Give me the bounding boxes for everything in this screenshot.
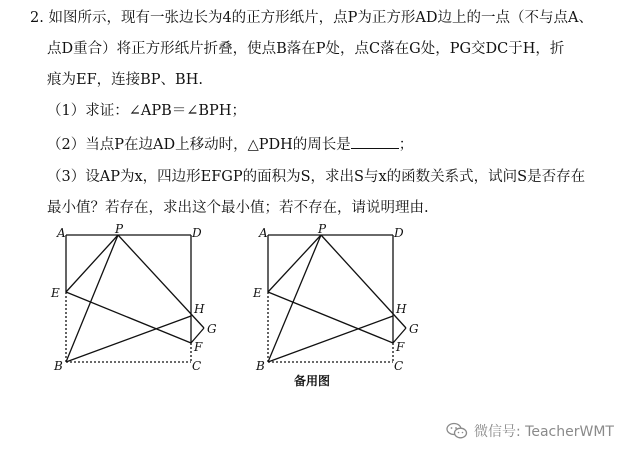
fig1-ep (66, 235, 118, 292)
fig2-bp (268, 235, 321, 362)
fig2-label-e: E (253, 286, 262, 300)
fig1-bp (66, 235, 118, 362)
watermark (446, 421, 614, 441)
fig2-label-d: D (394, 226, 404, 240)
fig2-label-a: A (259, 226, 268, 240)
problem-line-3: 痕为EF，连接BP、BH. (47, 72, 203, 88)
question-2-text: （2）当点P在边AD上移动时，△PDH的周长是 (47, 137, 351, 153)
problem-number: 2. (30, 10, 44, 26)
fig2-bh (268, 316, 393, 362)
problem-text-1: 如图所示，现有一张边长为4的正方形纸片，点P为正方形AD边上的一点（不与点A、 (48, 10, 593, 26)
fig1-label-b: B (54, 359, 63, 373)
fig1-label-f: F (194, 340, 203, 354)
wechat-icon (446, 422, 468, 440)
fig2-label-c: C (394, 359, 404, 373)
fig1-label-g: G (207, 322, 217, 336)
fig1-label-a: A (57, 226, 66, 240)
fig1-label-d: D (192, 226, 202, 240)
fig2-label-b: B (256, 359, 265, 373)
question-3-line-1: （3）设AP为x，四边形EFGP的面积为S，求出S与x的函数关系式，试问S是否存在 (47, 169, 586, 185)
question-2-end: ； (398, 137, 414, 153)
fig1-label-p: P (115, 222, 124, 236)
problem-line-2: 点D重合）将正方形纸片折叠，使点B落在P处，点C落在G处，PG交DC于H，折 (47, 41, 565, 57)
fig2-label-g: G (409, 322, 419, 336)
question-1: （1）求证：∠APB＝∠BPH； (47, 103, 246, 119)
spare-figure-caption: 备用图 (294, 374, 331, 388)
fig2-label-h: H (396, 302, 407, 316)
fig2-label-p: P (318, 222, 327, 236)
watermark-text: 微信号: TeacherWMT (474, 424, 614, 440)
fig2-label-f: F (396, 340, 405, 354)
fig1-label-h: H (194, 302, 205, 316)
fig1-label-e: E (51, 286, 60, 300)
fig1-bh (66, 316, 191, 362)
fig1-label-c: C (192, 359, 202, 373)
fig2-ep (268, 235, 321, 292)
question-3-line-2: 最小值？若存在，求出这个最小值；若不存在，请说明理由. (47, 200, 429, 216)
